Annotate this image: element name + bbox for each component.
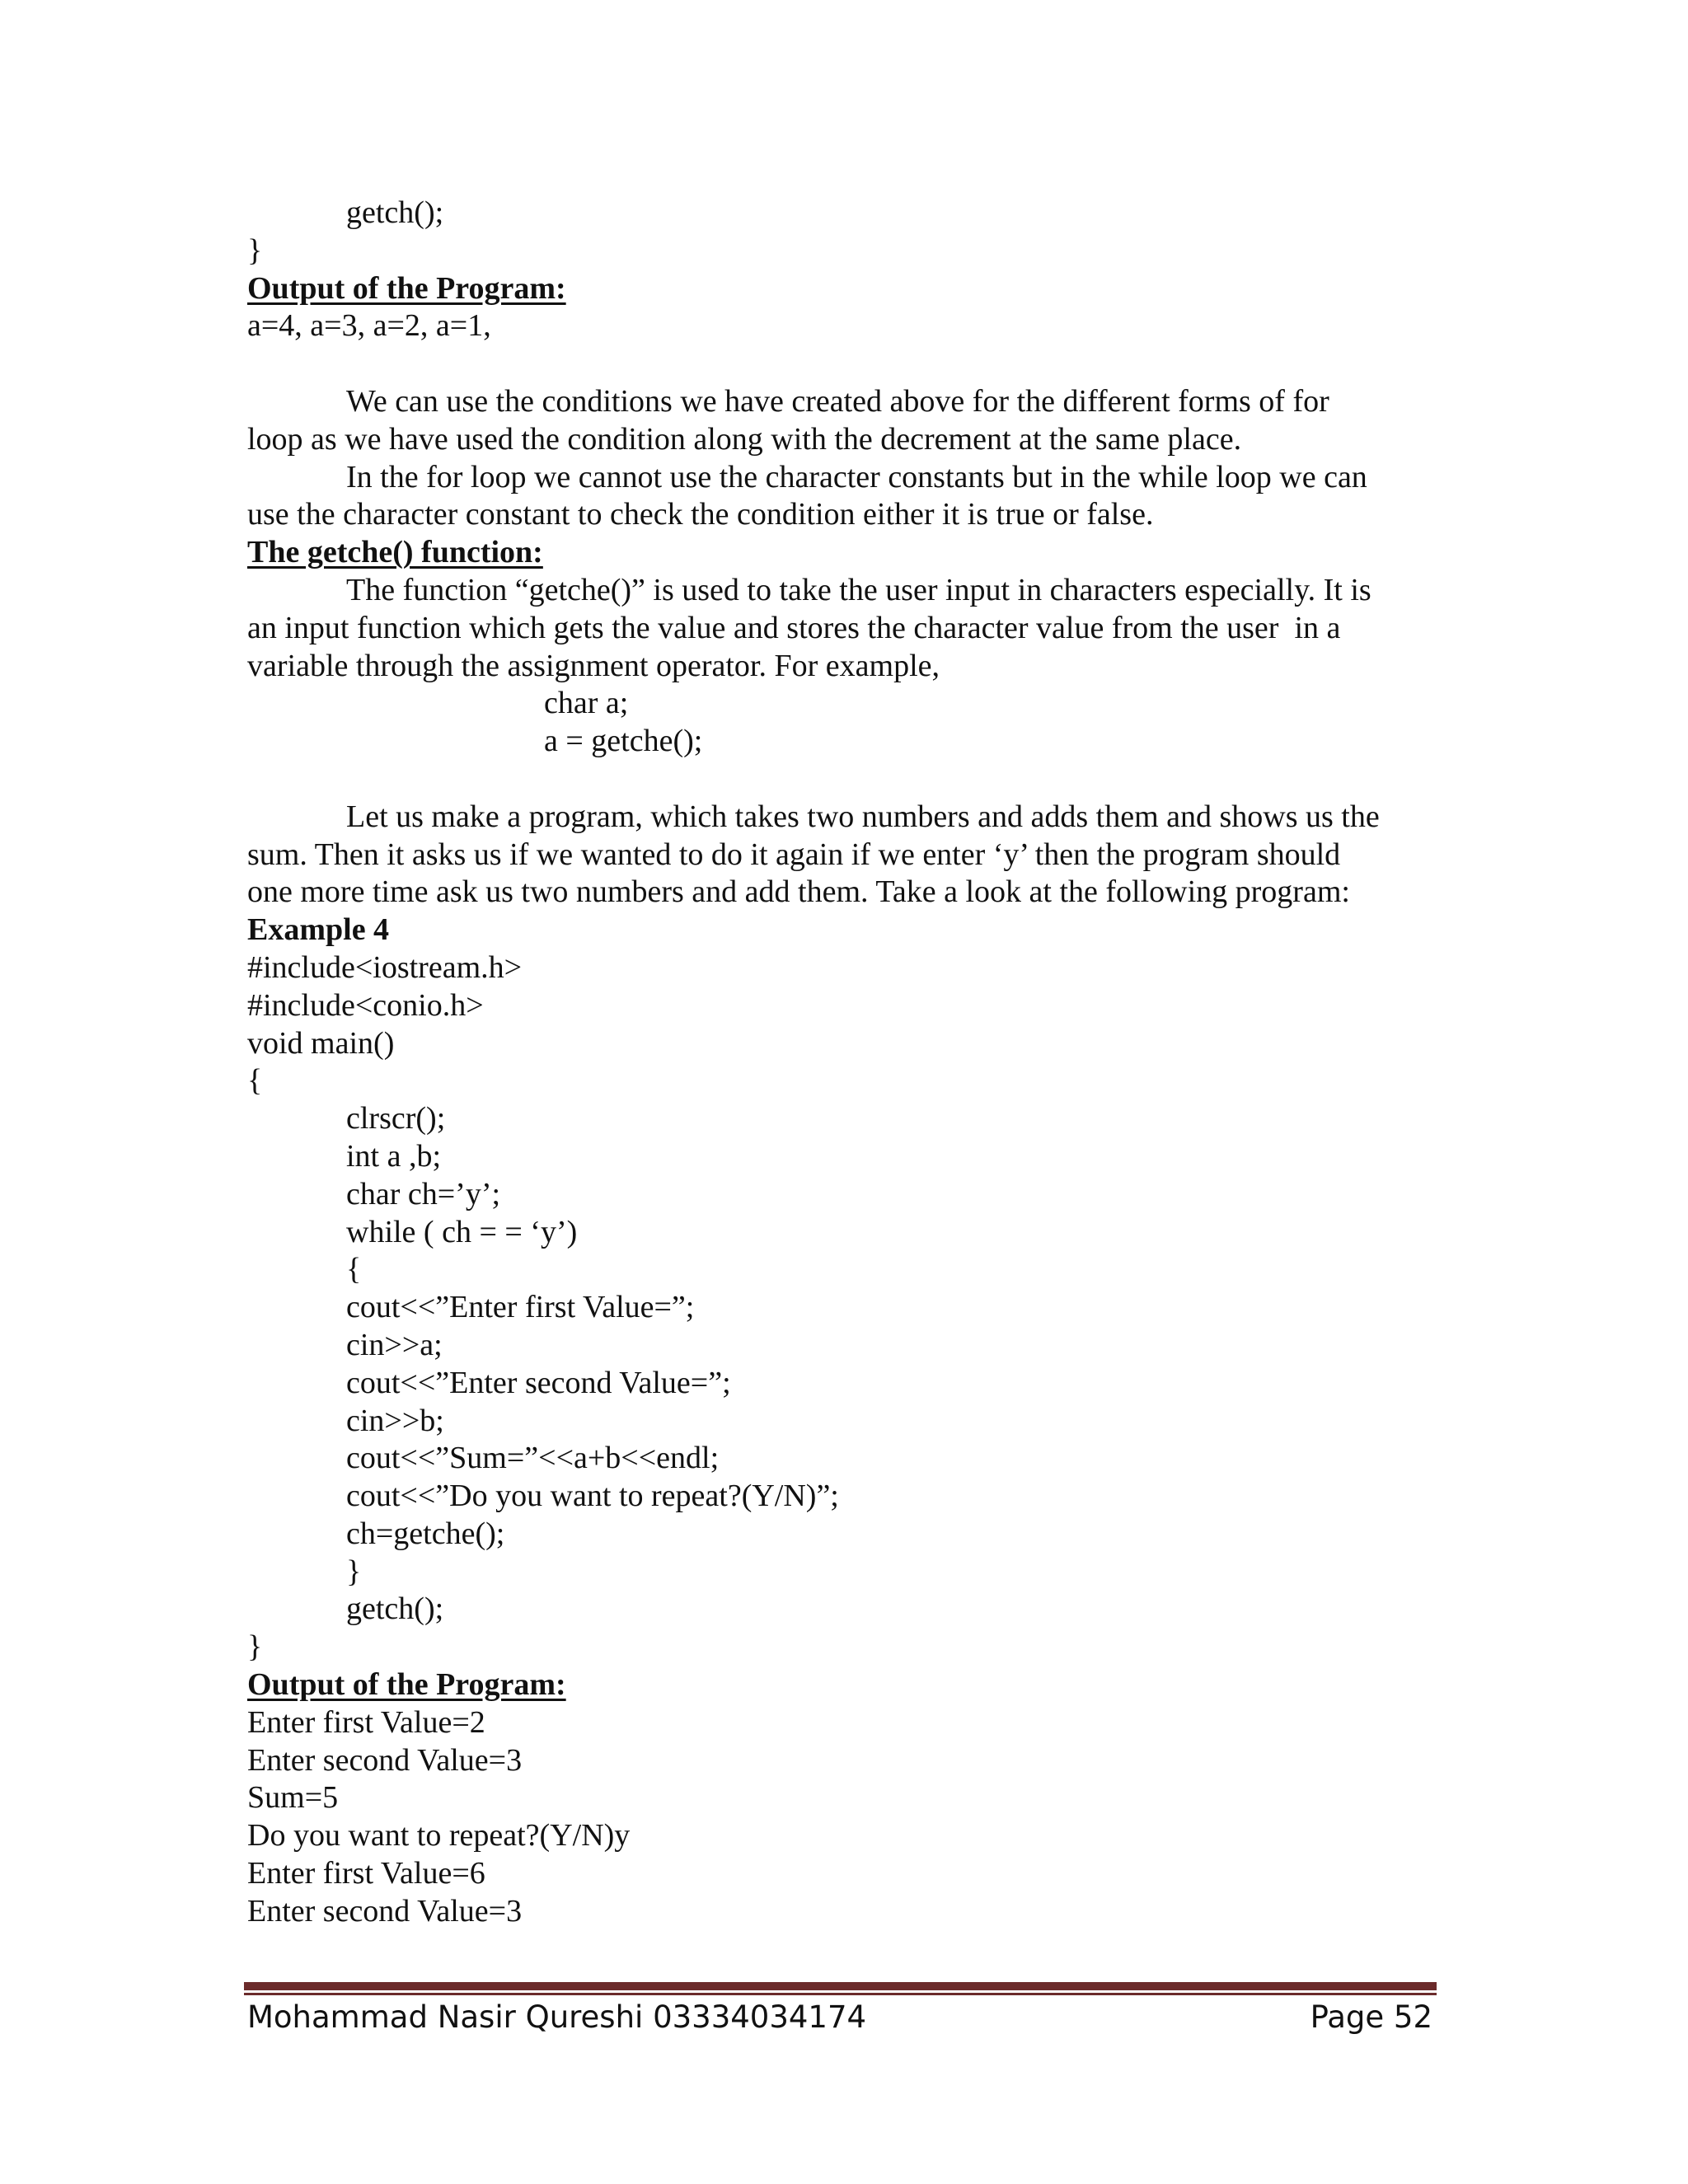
output-line: Enter second Value=3: [247, 1742, 523, 1778]
paragraph-1-line-1: We can use the conditions we have created above for the different forms of for: [346, 383, 1329, 419]
code-line: while ( ch = = ‘y’): [346, 1214, 578, 1249]
code-block: [247, 949, 1442, 1666]
getche-line-3: variable through the assignment operator. For example,: [247, 648, 940, 683]
code-line: int a ,b;: [346, 1138, 442, 1174]
code-line: cout<<”Do you want to repeat?(Y/N)”;: [346, 1479, 839, 1514]
code-line: }: [346, 1554, 362, 1589]
blank-line: [247, 761, 1442, 799]
example-title: Example 4: [247, 912, 390, 948]
code-line: cin>>b;: [346, 1403, 444, 1438]
paragraph-2-line-1: In the for loop we cannot use the character constants but in the while loop we can: [346, 459, 1367, 494]
code-line: cout<<”Enter first Value=”;: [346, 1290, 695, 1325]
code-line: ch=getche();: [346, 1516, 505, 1551]
output-text-1: a=4, a=3, a=2, a=1,: [247, 308, 491, 344]
code-line: cout<<”Enter second Value=”;: [346, 1365, 731, 1400]
getche-code-1: char a;: [544, 686, 629, 721]
blank-line: [247, 345, 1442, 383]
code-line: cin>>a;: [346, 1327, 443, 1362]
output-line: Enter second Value=3: [247, 1893, 523, 1929]
intro-line-1: Let us make a program, which takes two numbers and adds them and shows us the: [346, 799, 1380, 834]
code-line: char ch=’y’;: [346, 1176, 501, 1212]
output-heading-1: Output of the Program:: [247, 270, 566, 306]
getche-line-1: The function “getche()” is used to take the user input in characters especially. It is: [346, 572, 1372, 607]
code-line: clrscr();: [346, 1101, 446, 1137]
code-line-close-brace: }: [247, 232, 263, 268]
getche-code-2: a = getche();: [544, 724, 703, 759]
code-line: #include<iostream.h>: [247, 949, 523, 985]
page-content: [247, 194, 1442, 1931]
paragraph-1-line-2: loop as we have used the condition along with the decrement at the same place.: [247, 421, 1242, 457]
footer-page-number: Page 52: [1310, 1999, 1432, 2035]
footer-rule-thin: [244, 1993, 1437, 1995]
footer-rule-thick: [244, 1982, 1437, 1990]
output-line: Sum=5: [247, 1780, 339, 1816]
paragraph-2-line-2: use the character constant to check the condition either it is true or false.: [247, 497, 1154, 532]
code-line: {: [346, 1252, 362, 1287]
getche-heading: The getche() function:: [247, 535, 543, 570]
code-line-getch: getch();: [346, 195, 444, 230]
output-line: Enter first Value=2: [247, 1704, 485, 1740]
intro-line-2: sum. Then it asks us if we wanted to do it again if we enter ‘y’ then the program should: [247, 837, 1341, 872]
code-line: {: [247, 1063, 263, 1099]
intro-line-3: one more time ask us two numbers and add them. Take a look at the following program:: [247, 874, 1350, 910]
getche-line-2: an input function which gets the value and stores the character value from the user in a: [247, 610, 1341, 645]
output-block: [247, 1704, 1442, 1931]
footer-author: Mohammad Nasir Qureshi 03334034174: [247, 1999, 867, 2035]
output-heading-2: Output of the Program:: [247, 1667, 566, 1703]
code-line: cout<<”Sum=”<<a+b<<endl;: [346, 1441, 720, 1476]
output-line: Do you want to repeat?(Y/N)y: [247, 1818, 631, 1854]
code-line: #include<conio.h>: [247, 987, 484, 1023]
code-line: getch();: [346, 1591, 444, 1627]
code-line: void main(): [247, 1025, 395, 1061]
code-line: }: [247, 1629, 263, 1665]
output-line: Enter first Value=6: [247, 1856, 485, 1891]
